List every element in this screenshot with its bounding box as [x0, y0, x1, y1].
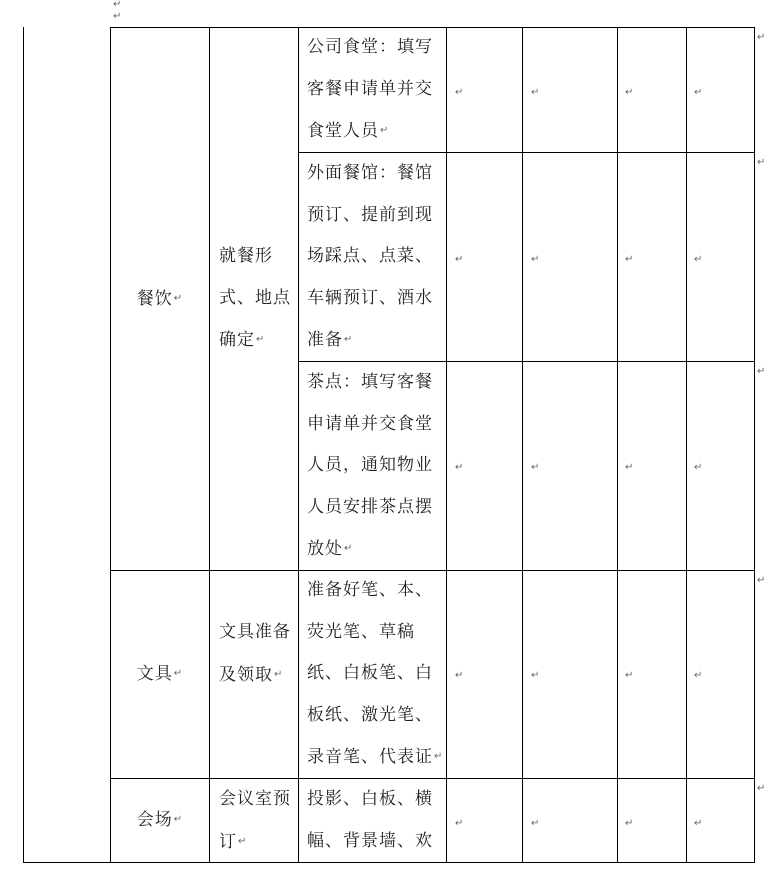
- empty-cell-mark: ↵: [694, 87, 703, 98]
- table-cell-detail: 准备好笔、本、荧光笔、草稿纸、白板笔、白板纸、激光笔、录音笔、代表证↵: [307, 580, 444, 768]
- empty-cell-mark: ↵: [694, 462, 703, 473]
- row-end-mark: ↵: [757, 575, 766, 586]
- empty-cell-mark: ↵: [694, 670, 703, 681]
- table-cell-item: 文具准备及领取↵: [219, 622, 291, 685]
- empty-cell-mark: ↵: [625, 670, 634, 681]
- table-cell-category: 会场↵: [136, 809, 184, 830]
- empty-cell-mark: ↵: [694, 254, 703, 265]
- paragraph-mark: ↵: [113, 0, 122, 10]
- empty-cell-mark: ↵: [531, 818, 540, 829]
- empty-cell-mark: ↵: [455, 462, 464, 473]
- row-end-mark: ↵: [757, 32, 766, 43]
- table-cell-detail: 公司食堂：填写客餐申请单并交食堂人员↵: [307, 37, 433, 141]
- paragraph-mark: ↵: [113, 11, 122, 22]
- row-end-mark: ↵: [757, 783, 766, 794]
- empty-cell-mark: ↵: [625, 87, 634, 98]
- table-cell-item: 就餐形式、地点确定↵: [219, 246, 291, 350]
- empty-cell-mark: ↵: [455, 670, 464, 681]
- table-cell-item: 会议室预订↵: [219, 789, 291, 852]
- empty-cell-mark: ↵: [455, 254, 464, 265]
- row-end-mark: ↵: [757, 366, 766, 377]
- empty-cell-mark: ↵: [694, 818, 703, 829]
- empty-cell-mark: ↵: [531, 87, 540, 98]
- empty-cell-mark: ↵: [531, 670, 540, 681]
- table-cell-detail: 投影、白板、横幅、背景墙、欢: [307, 789, 433, 851]
- empty-cell-mark: ↵: [455, 87, 464, 98]
- row-end-mark: ↵: [757, 157, 766, 168]
- empty-cell-mark: ↵: [625, 818, 634, 829]
- empty-cell-mark: ↵: [625, 254, 634, 265]
- table-cell-detail: 外面餐馆：餐馆预订、提前到现场踩点、点菜、车辆预订、酒水准备↵: [307, 163, 433, 351]
- empty-cell-mark: ↵: [531, 254, 540, 265]
- table-cell-category: 餐饮↵: [136, 288, 184, 309]
- table-cell-category: 文具↵: [136, 663, 184, 684]
- table-cell-detail: 茶点：填写客餐申请单并交食堂人员，通知物业人员安排茶点摆放处↵: [307, 372, 433, 560]
- empty-cell-mark: ↵: [455, 818, 464, 829]
- empty-cell-mark: ↵: [531, 462, 540, 473]
- empty-cell-mark: ↵: [625, 462, 634, 473]
